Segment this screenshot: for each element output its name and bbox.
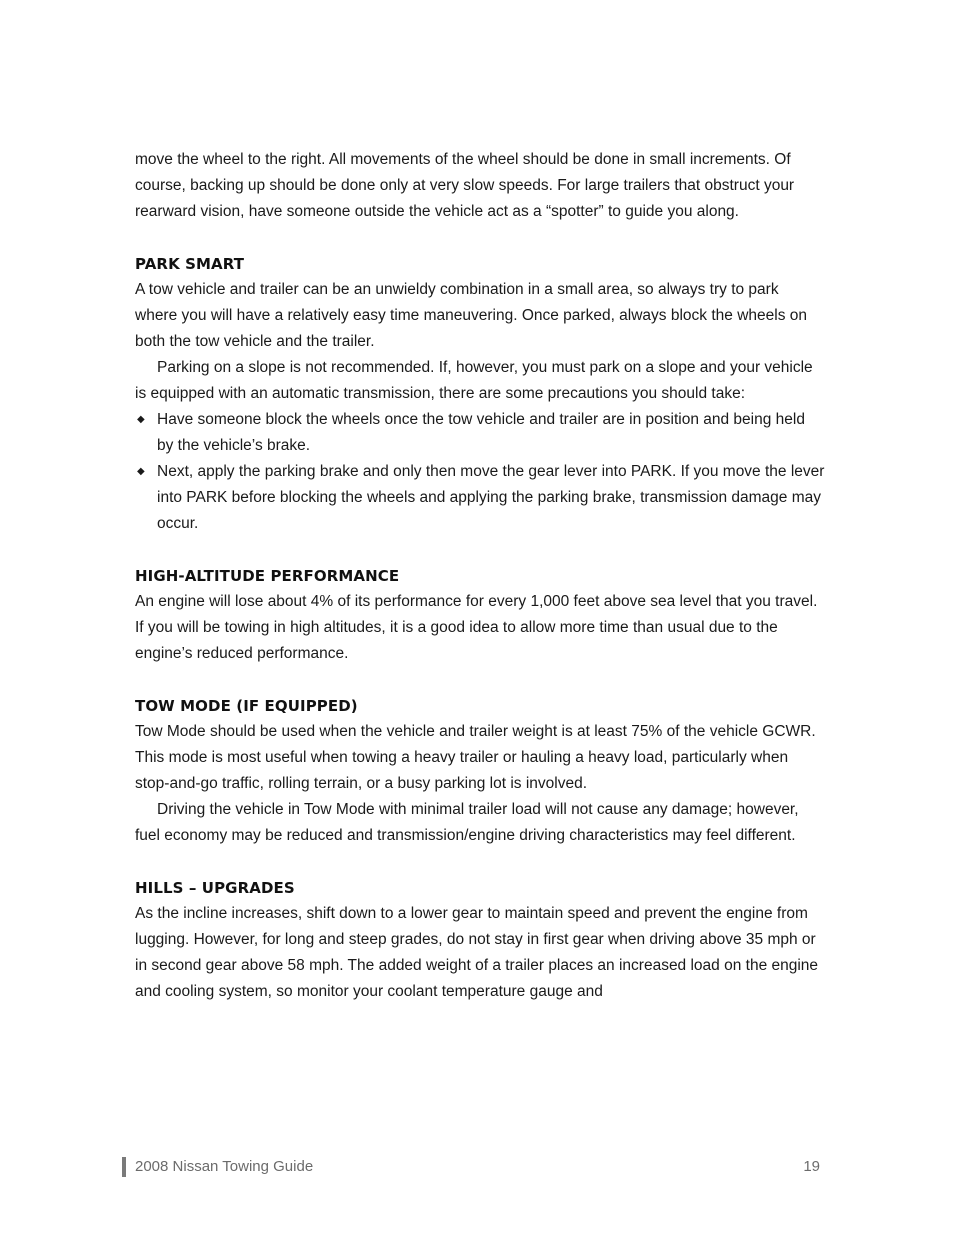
park-smart-paragraph-1: A tow vehicle and trailer can be an unwieldy combination in a small area, so always try to park where you will have a relatively easy time maneuvering. Once parked, always block the wheels on both the tow vehicle and the trailer. [135, 281, 808, 350]
park-smart-paragraph-2: Parking on a slope is not recommended. If, however, you must park on a slope and your vehicle is equipped with an automatic transmission, there are some precautions you should take: [135, 359, 813, 402]
hills-paragraph-1: As the incline increases, shift down to a lower gear to maintain speed and prevent the engine from lugging. However, for long and steep grades, do not stay in first gear when driving above 35 mph or in second gear above 58 mph. The added weight of a trailer places an increased load on the engine and cooling system, so monitor your coolant temperature gauge and [135, 905, 819, 1000]
diamond-bullet-icon: ◆ [137, 414, 145, 425]
section-park-smart [135, 251, 825, 537]
heading-hills-upgrades: HILLS – UPGRADES [135, 879, 295, 897]
list-item-text: Next, apply the parking brake and only then move the gear lever into PARK. If you move the lever into PARK before blocking the wheels and applying the parking brake, transmission damage may occur. [157, 463, 825, 532]
section-high-altitude [135, 563, 825, 667]
high-altitude-paragraph-1: An engine will lose about 4% of its performance for every 1,000 feet above sea level that you travel. If you will be towing in high altitudes, it is a good idea to allow more time than usual due to the engine’s reduced performance. [135, 593, 818, 662]
footer-title: 2008 Nissan Towing Guide [135, 1158, 314, 1175]
page-body [135, 147, 825, 1005]
diamond-bullet-icon: ◆ [137, 466, 145, 477]
tow-mode-paragraph-1: Tow Mode should be used when the vehicle and trailer weight is at least 75% of the vehicle GCWR. This mode is most useful when towing a heavy trailer or hauling a heavy load, particularly when stop-and-go traffic, rolling terrain, or a busy parking lot is involved. [135, 723, 816, 792]
park-smart-bullet-list [135, 407, 825, 537]
list-item-text: Have someone block the wheels once the tow vehicle and trailer are in position and being held by the vehicle’s brake. [157, 411, 805, 454]
page-number: 19 [803, 1158, 820, 1175]
page-footer [122, 1156, 820, 1178]
heading-tow-mode: TOW MODE (IF EQUIPPED) [135, 697, 358, 715]
footer-bar [122, 1157, 126, 1177]
heading-park-smart: PARK SMART [135, 255, 245, 273]
section-tow-mode [135, 693, 825, 849]
list-item [135, 459, 825, 537]
section-hills-upgrades [135, 875, 825, 1005]
list-item [135, 407, 825, 459]
intro-paragraph: move the wheel to the right. All movements of the wheel should be done in small increments. Of course, backing up should be done only at very slow speeds. For large trailers that obstruct your rearward vision, have someone outside the vehicle act as a “spotter” to guide you along. [135, 151, 795, 220]
heading-high-altitude: HIGH-ALTITUDE PERFORMANCE [135, 567, 400, 585]
tow-mode-paragraph-2: Driving the vehicle in Tow Mode with minimal trailer load will not cause any damage; however, fuel economy may be reduced and transmission/engine driving characteristics may feel different. [135, 801, 799, 844]
